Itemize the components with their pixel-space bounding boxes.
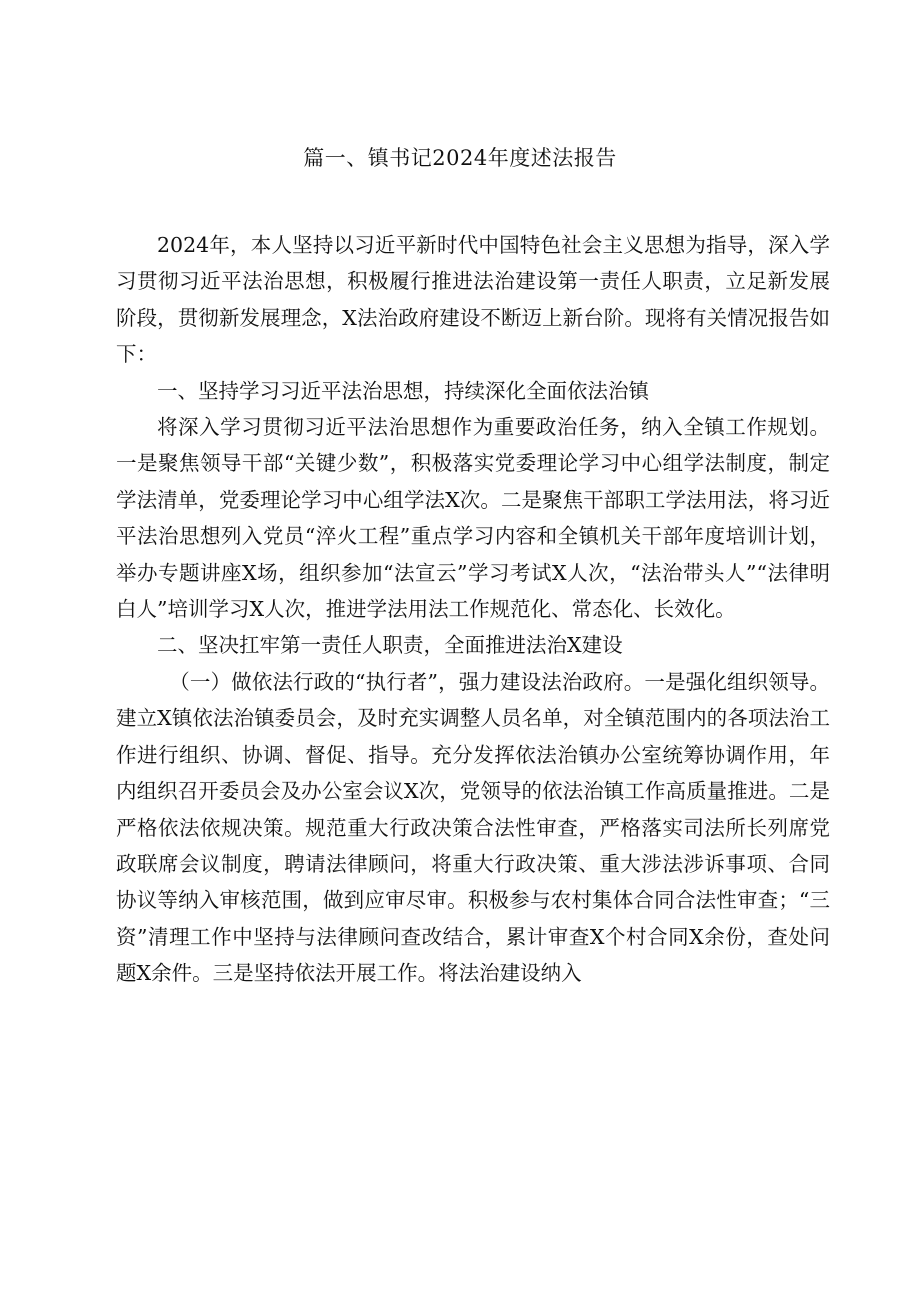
- section-2-subsection-1-paragraph: （一）做依法行政的“执行者”，强力建设法治政府。一是强化组织领导。建立X镇依法治镇委员会，及时充实调整人员名单，对全镇范围内的各项法治工作进行组织、协调、督促、指导。充分发挥依法治镇办公室统筹协调作用，年内组织召开委员会及办公室会议X次，党领导的依法治镇工作高质量推进。二是严格依法依规决策。规范重大行政决策合法性审查，严格落实司法所长列席党政联席会议制度，聘请法律顾问，将重大行政决策、重大涉法涉诉事项、合同协议等纳入审核范围，做到应审尽审。积极参与农村集体合同合法性审查；“三资”清理工作中坚持与法律顾问查改结合，累计审查X个村合同X余份，查处问题X余件。三是坚持依法开展工作。将法治建设纳入: [116, 669, 830, 986]
- document-body: [116, 227, 830, 992]
- document-title: 篇一、镇书记2024年度述法报告: [303, 146, 617, 170]
- section-1-heading: 一、坚持学习习近平法治思想，持续深化全面依法治镇: [157, 378, 649, 403]
- intro-paragraph: 2024年，本人坚持以习近平新时代中国特色社会主义思想为指导，深入学习贯彻习近平法治思想，积极履行推进法治建设第一责任人职责，立足新发展阶段，贯彻新发展理念，X法治政府建设不断迈上新台阶。现将有关情况报告如下：: [116, 233, 830, 367]
- section-1-paragraph: 将深入学习贯彻习近平法治思想作为重要政治任务，纳入全镇工作规划。一是聚焦领导干部“关键少数”，积极落实党委理论学习中心组学法制度，制定学法清单，党委理论学习中心组学法X次。二是聚焦干部职工学法用法，将习近平法治思想列入党员“淬火工程”重点学习内容和全镇机关干部年度培训计划，举办专题讲座X场，组织参加“法宣云”学习考试X人次，“法治带头人”“法律明白人”培训学习X人次，推进学法用法工作规范化、常态化、长效化。: [116, 415, 830, 622]
- section-2-heading: 二、坚决扛牢第一责任人职责，全面推进法治X建设: [157, 633, 623, 658]
